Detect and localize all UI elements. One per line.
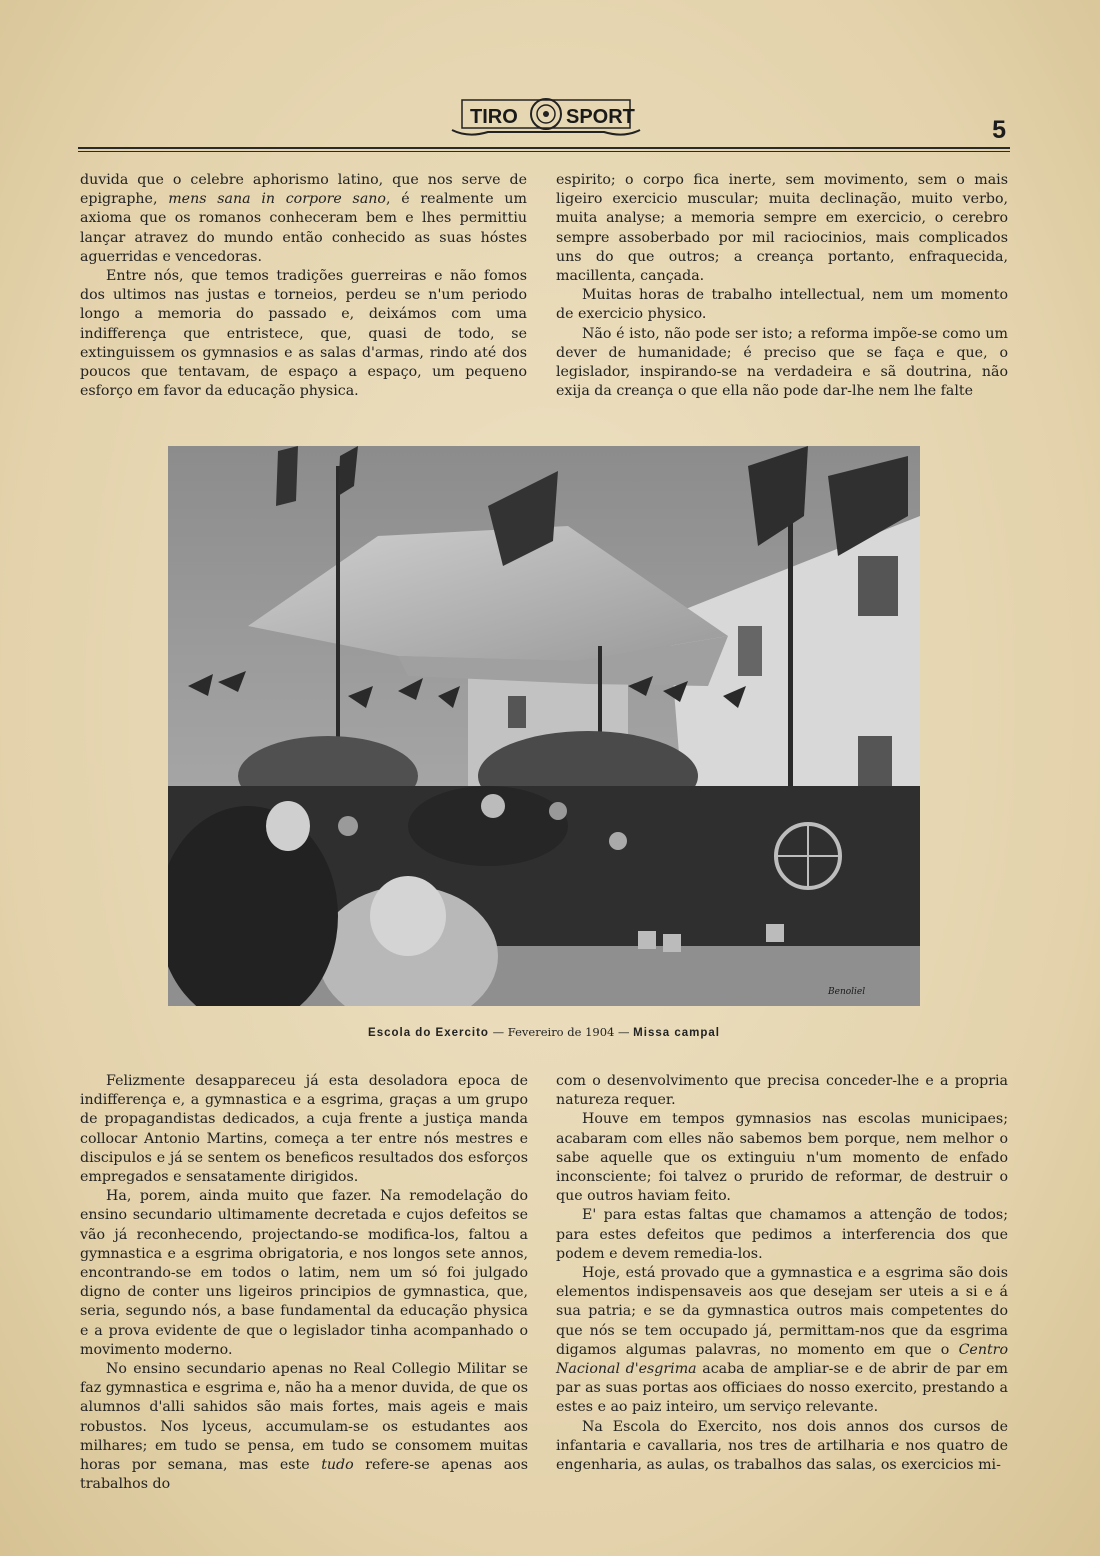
italic-name: Centro Nacional d'esgrima [556,1341,1008,1378]
text: duvida que o celebre aphorismo latino, que nos serve de epigraphe, [80,172,527,208]
caption-date: — Fevereiro de 1904 — [488,1025,634,1039]
latin-epigraph: mens sana in corpore sano [168,191,386,208]
svg-text:SPORT: SPORT [566,106,635,128]
top-left-column [80,171,527,401]
text: , é realmente um axioma que os romanos conheceram bem e lhes permittiu lançar atravez do mundo então conhecido as suas hóstes aguerridas e vencedoras. [80,191,527,265]
paragraph: espirito; o corpo fica inerte, sem movimento, sem o mais ligeiro exercicio muscular; muita declinação, muito verbo, muita analyse; a memoria sempre em exercicio, o cerebro sempre assoberbado por mil raciocinios, mais complicados uns do que outros; a creança portanto, enfraquecida, macillenta, cançada. [556,172,1008,285]
text: acaba de ampliar-se e de abrir de par em par as suas portas aos officiaes do nosso exercito, prestando a estes e ao paiz inteiro, um serviço relevante. [556,1361,1008,1416]
svg-text:TIRO: TIRO [470,106,518,128]
caption-event: Missa campal [633,1027,720,1039]
paragraph: Não é isto, não pode ser isto; a reforma impõe-se como um dever de humanidade; é preciso que se faça e que, o legislador, inspirando-se na verdadeira e sã doutrina, não exija da creança o que ella não pode dar-lhe nem lhe falte [556,325,1008,400]
italic-word: tudo [321,1457,354,1474]
header-rule [78,147,1010,149]
paragraph: Felizmente desappareceu já esta desoladora epoca de indifferença e, a gymnastica e a esgrima, graças a um grupo de propagandistas dedicados, a cuja frente a justiça manda collocar Antonio Martins, começa a ter entre nós mestres e discipulos e já se sentem os beneficos resultados dos esforços empregados e sensatamente dirigidos. [80,1073,528,1186]
bottom-right-column [556,1072,1008,1475]
paragraph: Houve em tempos gymnasios nas escolas municipaes; acabaram com elles não sabemos bem porque, nem melhor o sabe aquelle que os extinguiu n'um momento de enfado inconsciente; foi talvez o prurido de reformar, de destruir o que outros haviam feito. [556,1111,1008,1205]
text: Hoje, está provado que a gymnastica e a esgrima são dois elementos indispensaveis aos que desejam ser uteis a si e á sua patria; e se da gymnastica outros mais competentes do que nós se tem occupado já, permittam-nos que da esgrima digamos algumas palavras, no momento em que o [556,1265,1008,1358]
masthead-logo [448,92,644,140]
text: No ensino secundario apenas no Real Collegio Militar se faz gymnastica e esgrima e, não ha a menor duvida, de que os alumnos d'alli sahidos são mais fortes, mais ageis e mais robustos. Nos lyceus, accumulam-se os estudantes aos milhares; em tudo se pensa, em tudo se consomem muitas horas por semana, mas este [80,1361,528,1474]
paragraph: Ha, porem, ainda muito que fazer. Na remodelação do ensino secundario ultimamente decretada e cujos defeitos se vão já reconhecendo, projectando-se modifica-los, faltou a gymnastica e a esgrima obrigatoria, e nos longos sete annos, encontrando-se em todos o latim, nem um só foi julgado digno de conter uns ligeiros principios de gymnastica, que, seria, segundo nós, a base fundamental da educação physica e a prova evidente de que o legislador tinha acompanhado o movimento moderno. [80,1188,528,1358]
photograph [168,446,920,1006]
caption-place: Escola do Exercito [368,1027,489,1039]
top-right-column [556,171,1008,401]
paragraph: E' para estas faltas que chamamos a attenção de todos; para estes defeitos que pedimos a interferencia dos que podem e devem remedia-los. [556,1207,1008,1262]
paragraph: com o desenvolvimento que precisa conceder-lhe e a propria natureza requer. [556,1073,1008,1109]
paragraph [80,171,527,267]
paragraph [556,1264,1008,1418]
page-number: 5 [992,116,1006,144]
header-rule-thin [78,151,1010,152]
photo-caption [168,1025,920,1039]
bottom-left-column [80,1072,528,1494]
paragraph: Na Escola do Exercito, nos dois annos dos cursos de infantaria e cavallaria, nos tres de artilharia e nos quatro de engenharia, as aulas, os trabalhos das salas, os exercicios mi- [556,1418,1008,1474]
paragraph [80,1360,528,1494]
paragraph: Entre nós, que temos tradições guerreiras e não fomos dos ultimos nas justas e torneios, perdeu se n'um periodo longo a memoria do passado e, deixámos com uma indifferença que entristece, que, quasi de todo, se extinguissem os gymnasios e as salas d'armas, rindo até dos poucos que tentavam, de espaço a espaço, um pequeno esforço em favor da educação physica. [80,268,527,400]
text: refere-se apenas aos trabalhos do [80,1457,528,1493]
paragraph: Muitas horas de trabalho intellectual, nem um momento de exercicio physico. [556,287,1008,323]
photo-signature: Benoliel [828,987,866,997]
